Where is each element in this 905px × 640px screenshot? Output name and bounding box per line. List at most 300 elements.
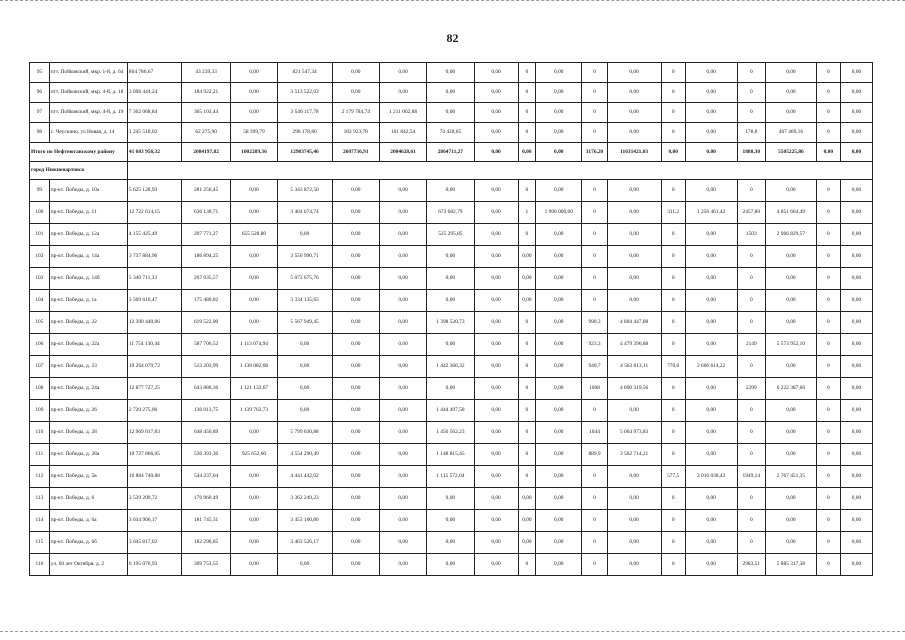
- value-cell: 175 480,82: [181, 290, 231, 312]
- value-cell: 0,00: [607, 532, 661, 554]
- value-cell: 58 399,79: [231, 123, 277, 143]
- value-cell: 0,00: [840, 246, 872, 268]
- value-cell: 0: [816, 466, 840, 488]
- value-cell: 0: [518, 378, 536, 400]
- row-number: 109: [30, 400, 50, 422]
- value-cell: 6 222 387,66: [766, 378, 817, 400]
- value-cell: 5 567 949,45: [277, 312, 332, 334]
- value-cell: 940,7: [582, 356, 607, 378]
- value-cell: 0: [737, 444, 766, 466]
- address-cell: пр-кт. Победы, д. 1а: [49, 290, 127, 312]
- value-cell: 5 340 711,33: [127, 268, 181, 290]
- value-cell: 1008: [582, 378, 607, 400]
- value-cell: 0: [661, 180, 685, 202]
- value-cell: 10 884 740,88: [127, 466, 181, 488]
- subtotal-cell: 2607736,91: [332, 143, 379, 162]
- value-cell: 0,00: [685, 123, 737, 143]
- value-cell: 0,00: [474, 123, 518, 143]
- value-cell: 12 722 614,15: [127, 202, 181, 224]
- value-cell: 0,00: [474, 312, 518, 334]
- page-number: 82: [446, 31, 459, 45]
- value-cell: 0: [582, 224, 607, 246]
- value-cell: 0: [582, 532, 607, 554]
- address-cell: пр-кт. Победы, д. 23: [49, 356, 127, 378]
- value-cell: 1 211 062,88: [379, 103, 426, 123]
- value-cell: 0,00: [840, 103, 872, 123]
- value-cell: 0,00: [840, 378, 872, 400]
- value-cell: 648 450,89: [181, 422, 231, 444]
- value-cell: 0,00: [379, 180, 426, 202]
- address-cell: пгт. Пойковский, мкр. 4-й, д. 19: [49, 103, 127, 123]
- value-cell: 643 886,36: [181, 378, 231, 400]
- value-cell: 0: [582, 268, 607, 290]
- table-row: [30, 83, 873, 103]
- value-cell: 0,00: [332, 532, 379, 554]
- value-cell: 0,00: [685, 180, 737, 202]
- value-cell: 0,00: [474, 510, 518, 532]
- value-cell: 587 706,52: [181, 334, 231, 356]
- value-cell: 0,00: [231, 488, 277, 510]
- value-cell: 0: [661, 83, 685, 103]
- value-cell: 0: [661, 554, 685, 576]
- value-cell: 1 115 572,04: [427, 466, 474, 488]
- value-cell: 267 035,57: [181, 268, 231, 290]
- value-cell: 3 634 906,17: [127, 510, 181, 532]
- value-cell: 0,00: [766, 103, 817, 123]
- value-cell: 0,00: [332, 466, 379, 488]
- row-number: 107: [30, 356, 50, 378]
- row-number: 108: [30, 378, 50, 400]
- address-cell: пр-кт. Победы, д. 28: [49, 422, 127, 444]
- value-cell: 0,00: [474, 63, 518, 83]
- value-cell: 0,00: [685, 422, 737, 444]
- value-cell: 513 203,99: [181, 356, 231, 378]
- row-number: 103: [30, 268, 50, 290]
- value-cell: 3 509 616,47: [127, 290, 181, 312]
- value-cell: 0: [661, 422, 685, 444]
- subtotal-label: Итого по Нефтеюганскому району: [30, 143, 128, 162]
- value-cell: 0: [816, 180, 840, 202]
- value-cell: 0,00: [685, 334, 737, 356]
- value-cell: 0,00: [332, 334, 379, 356]
- value-cell: 0,00: [379, 466, 426, 488]
- row-number: 104: [30, 290, 50, 312]
- value-cell: 0: [816, 202, 840, 224]
- value-cell: 0,00: [685, 532, 737, 554]
- value-cell: 0,00: [474, 532, 518, 554]
- value-cell: 0,00: [766, 356, 817, 378]
- value-cell: 0,00: [332, 202, 379, 224]
- value-cell: 0: [816, 103, 840, 123]
- value-cell: 0,00: [685, 312, 737, 334]
- value-cell: 0,00: [231, 290, 277, 312]
- value-cell: 0,00: [607, 224, 661, 246]
- value-cell: 0,00: [536, 83, 582, 103]
- value-cell: 0,00: [474, 268, 518, 290]
- value-cell: 0: [816, 63, 840, 83]
- value-cell: 0,00: [607, 180, 661, 202]
- value-cell: 0,00: [474, 422, 518, 444]
- value-cell: 0,00: [536, 290, 582, 312]
- value-cell: 0: [518, 312, 536, 334]
- value-cell: 0,00: [427, 103, 474, 123]
- value-cell: 2 179 784,74: [332, 103, 379, 123]
- value-cell: 0,00: [840, 466, 872, 488]
- value-cell: 0,00: [766, 444, 817, 466]
- value-cell: 655 528,80: [231, 224, 277, 246]
- table-row: [30, 268, 873, 290]
- value-cell: 0,00: [427, 378, 474, 400]
- value-cell: 0: [582, 246, 607, 268]
- value-cell: 0: [518, 422, 536, 444]
- table-row: [30, 123, 873, 143]
- value-cell: 0,00: [379, 312, 426, 334]
- value-cell: 0,00: [607, 202, 661, 224]
- value-cell: 0,00: [427, 334, 474, 356]
- value-cell: 0,00: [231, 532, 277, 554]
- address-cell: пр-кт. Победы, д. 6: [49, 488, 127, 510]
- value-cell: 182 290,85: [181, 532, 231, 554]
- value-cell: 0: [816, 532, 840, 554]
- value-cell: 298 178,80: [277, 123, 332, 143]
- value-cell: 0,00: [840, 63, 872, 83]
- value-cell: 0,00: [332, 312, 379, 334]
- value-cell: 0,00: [607, 268, 661, 290]
- value-cell: 3 463 526,17: [277, 532, 332, 554]
- value-cell: 184 922,21: [181, 83, 231, 103]
- value-cell: 673 682,79: [427, 202, 474, 224]
- value-cell: 0: [816, 444, 840, 466]
- address-cell: пр-кт. Победы, д. 10а: [49, 180, 127, 202]
- table-row: [30, 422, 873, 444]
- value-cell: 544 237,04: [181, 466, 231, 488]
- value-cell: 0,00: [536, 488, 582, 510]
- value-cell: 0: [518, 334, 536, 356]
- value-cell: 0: [737, 83, 766, 103]
- value-cell: 1 139 763,73: [231, 400, 277, 422]
- address-cell: пр-кт. Победы, д. 22: [49, 312, 127, 334]
- value-cell: 0: [737, 532, 766, 554]
- value-cell: 0,00: [231, 202, 277, 224]
- value-cell: 0,00: [840, 290, 872, 312]
- value-cell: 0: [737, 510, 766, 532]
- value-cell: 0: [518, 83, 536, 103]
- value-cell: 2149: [737, 334, 766, 356]
- table-row: [30, 334, 873, 356]
- value-cell: 182 923,78: [332, 123, 379, 143]
- value-cell: 1 148 815,45: [427, 444, 474, 466]
- value-cell: 0,00: [277, 554, 332, 576]
- value-cell: 0,00: [840, 510, 872, 532]
- value-cell: 0,00: [379, 83, 426, 103]
- value-cell: 0,00: [766, 400, 817, 422]
- value-cell: 577,5: [661, 466, 685, 488]
- address-cell: пр-кт. Победы, д. 12а: [49, 224, 127, 246]
- value-cell: 0,00: [379, 246, 426, 268]
- subtotal-cell: 1002289,36: [231, 143, 277, 162]
- table-row: [30, 202, 873, 224]
- value-cell: 0,00: [474, 444, 518, 466]
- value-cell: 0: [737, 63, 766, 83]
- value-cell: 1 113 074,94: [231, 334, 277, 356]
- value-cell: 0,00: [840, 422, 872, 444]
- value-cell: 4 155 425,49: [127, 224, 181, 246]
- value-cell: 1503: [737, 224, 766, 246]
- value-cell: 0,00: [607, 290, 661, 312]
- value-cell: 0: [582, 510, 607, 532]
- value-cell: 0: [816, 488, 840, 510]
- value-cell: 0,00: [685, 378, 737, 400]
- value-cell: 0,00: [277, 356, 332, 378]
- value-cell: 0: [518, 466, 536, 488]
- value-cell: 0,00: [379, 268, 426, 290]
- address-cell: пр-кт. Победы, д. 24а: [49, 378, 127, 400]
- value-cell: 136 013,75: [181, 400, 231, 422]
- value-cell: 0,00: [379, 510, 426, 532]
- value-cell: 0,00: [277, 378, 332, 400]
- value-cell: 0,00: [332, 510, 379, 532]
- value-cell: 4 441 442,02: [277, 466, 332, 488]
- value-cell: 0,00: [379, 532, 426, 554]
- row-number: 95: [30, 63, 50, 83]
- address-cell: пгт. Пойковский, мкр. 4-й, д. 18: [49, 83, 127, 103]
- value-cell: 0,00: [332, 83, 379, 103]
- value-cell: 889,9: [582, 444, 607, 466]
- value-cell: 4 479 396,88: [607, 334, 661, 356]
- value-cell: 3 362 249,23: [277, 488, 332, 510]
- value-cell: 101 842,54: [379, 123, 426, 143]
- value-cell: 0,00: [231, 246, 277, 268]
- value-cell: 0,00: [536, 466, 582, 488]
- value-cell: 3 546 117,78: [277, 103, 332, 123]
- subtotal-cell: 2084197,82: [181, 143, 231, 162]
- value-cell: 0,00: [332, 444, 379, 466]
- value-cell: 2 016 038,43: [685, 466, 737, 488]
- value-cell: 0: [582, 63, 607, 83]
- value-cell: 1044: [582, 422, 607, 444]
- address-cell: пр-кт. Победы, д. 5в: [49, 466, 127, 488]
- value-cell: 0,00: [536, 268, 582, 290]
- row-number: 111: [30, 444, 50, 466]
- value-cell: 0,00: [474, 466, 518, 488]
- value-cell: 0: [661, 510, 685, 532]
- table-row: [30, 532, 873, 554]
- table-row: [30, 103, 873, 123]
- value-cell: 0,00: [474, 488, 518, 510]
- value-cell: 3 562 714,21: [607, 444, 661, 466]
- value-cell: 0: [518, 554, 536, 576]
- value-cell: 0,00: [840, 123, 872, 143]
- address-cell: пр-кт. Победы, д. 11: [49, 202, 127, 224]
- value-cell: 0,00: [518, 532, 536, 554]
- address-cell: пр-кт. Победы, д. 26: [49, 400, 127, 422]
- table-row: [30, 466, 873, 488]
- value-cell: 0: [582, 488, 607, 510]
- value-cell: 0,00: [474, 356, 518, 378]
- value-cell: 6 195 070,93: [127, 554, 181, 576]
- subtotal-cell: 0,00: [661, 143, 685, 162]
- value-cell: 0: [816, 123, 840, 143]
- value-cell: 0: [816, 356, 840, 378]
- value-cell: 0,00: [332, 180, 379, 202]
- subtotal-cell: 12983745,46: [277, 143, 332, 162]
- subtotal-cell: 41 683 956,32: [127, 143, 181, 162]
- row-number: 114: [30, 510, 50, 532]
- row-number: 98: [30, 123, 50, 143]
- value-cell: 2 606 614,22: [685, 356, 737, 378]
- value-cell: 43 239,33: [181, 63, 231, 83]
- value-cell: 0,00: [231, 83, 277, 103]
- value-cell: 3 539 209,72: [127, 488, 181, 510]
- value-cell: 4 890 319,56: [607, 378, 661, 400]
- value-cell: 3 550 990,71: [277, 246, 332, 268]
- value-cell: 0,00: [474, 224, 518, 246]
- address-cell: пр-кт. Победы, д. 28а: [49, 444, 127, 466]
- value-cell: 864 786,67: [127, 63, 181, 83]
- value-cell: 365 103,44: [181, 103, 231, 123]
- value-cell: 5 799 030,88: [277, 422, 332, 444]
- value-cell: 0,00: [332, 356, 379, 378]
- value-cell: 0: [518, 63, 536, 83]
- table-row: [30, 554, 873, 576]
- value-cell: 3 404 674,74: [277, 202, 332, 224]
- value-cell: 1 442 366,32: [427, 356, 474, 378]
- value-cell: 4 851 664,49: [766, 202, 817, 224]
- value-cell: 0,00: [536, 123, 582, 143]
- value-cell: 0: [816, 224, 840, 246]
- value-cell: 0,00: [766, 532, 817, 554]
- subtotal-cell: 0,00: [685, 143, 737, 162]
- value-cell: 0: [661, 400, 685, 422]
- value-cell: 74 428,05: [427, 123, 474, 143]
- value-cell: 1 444 497,58: [427, 400, 474, 422]
- value-cell: 0,00: [427, 554, 474, 576]
- value-cell: 925 652,60: [231, 444, 277, 466]
- value-cell: 0,00: [685, 290, 737, 312]
- address-cell: с. Чеускино, ул Новая, д. 14: [49, 123, 127, 143]
- value-cell: 0,00: [685, 103, 737, 123]
- value-cell: 0,00: [607, 400, 661, 422]
- value-cell: 12 969 017,83: [127, 422, 181, 444]
- subtotal-block: [30, 143, 873, 180]
- value-cell: 0,00: [332, 378, 379, 400]
- value-cell: 0,00: [840, 312, 872, 334]
- value-cell: 0,00: [379, 378, 426, 400]
- value-cell: 176 960,49: [181, 488, 231, 510]
- value-cell: 0,00: [332, 400, 379, 422]
- value-cell: 0,00: [518, 510, 536, 532]
- value-cell: 5 343 872,50: [277, 180, 332, 202]
- value-cell: 0,00: [536, 356, 582, 378]
- value-cell: 0: [816, 400, 840, 422]
- value-cell: 281 256,45: [181, 180, 231, 202]
- value-cell: 10 727 866,05: [127, 444, 181, 466]
- row-number: 116: [30, 554, 50, 576]
- value-cell: 0,00: [518, 246, 536, 268]
- value-cell: 0,00: [536, 554, 582, 576]
- value-cell: 0: [816, 246, 840, 268]
- value-cell: 0,00: [474, 246, 518, 268]
- value-cell: 0,00: [231, 63, 277, 83]
- value-cell: 0,00: [685, 246, 737, 268]
- value-cell: 0,00: [427, 180, 474, 202]
- value-cell: 0,00: [536, 312, 582, 334]
- value-cell: 0,00: [474, 378, 518, 400]
- subtotal-row: [30, 143, 873, 162]
- subtotal-cell: 0,00: [536, 143, 582, 162]
- value-cell: 0,00: [766, 180, 817, 202]
- row-number: 102: [30, 246, 50, 268]
- value-cell: 0,00: [332, 488, 379, 510]
- value-cell: 0: [816, 312, 840, 334]
- value-cell: 0: [816, 334, 840, 356]
- value-cell: 0,00: [231, 103, 277, 123]
- value-cell: 0,00: [536, 378, 582, 400]
- value-cell: 821 547,34: [277, 63, 332, 83]
- value-cell: 770,6: [661, 356, 685, 378]
- value-cell: 0: [661, 488, 685, 510]
- value-cell: 0,00: [840, 554, 872, 576]
- value-cell: 0,00: [277, 400, 332, 422]
- value-cell: 5 573 952,10: [766, 334, 817, 356]
- value-cell: 0,00: [766, 510, 817, 532]
- table-row: [30, 378, 873, 400]
- value-cell: 0,00: [607, 466, 661, 488]
- table-row: [30, 444, 873, 466]
- value-cell: 0,00: [231, 422, 277, 444]
- value-cell: 0,00: [536, 224, 582, 246]
- value-cell: 0,00: [685, 510, 737, 532]
- value-cell: 2399: [737, 378, 766, 400]
- value-cell: 0: [518, 356, 536, 378]
- value-cell: 0,00: [536, 246, 582, 268]
- value-cell: 5 625 128,93: [127, 180, 181, 202]
- value-cell: 0,00: [766, 290, 817, 312]
- value-cell: 0,00: [379, 444, 426, 466]
- value-cell: 0,00: [332, 246, 379, 268]
- value-cell: 0,00: [607, 246, 661, 268]
- value-cell: 0: [661, 63, 685, 83]
- value-cell: 0,00: [766, 268, 817, 290]
- value-cell: 0,00: [607, 83, 661, 103]
- value-cell: 0,00: [536, 103, 582, 123]
- value-cell: 5 073 675,76: [277, 268, 332, 290]
- value-cell: 0,00: [840, 532, 872, 554]
- row-number: 115: [30, 532, 50, 554]
- value-cell: 0: [661, 444, 685, 466]
- value-cell: 1 900 000,00: [536, 202, 582, 224]
- value-cell: 0,00: [231, 180, 277, 202]
- value-cell: 3 453 160,86: [277, 510, 332, 532]
- value-cell: 0,00: [474, 554, 518, 576]
- value-cell: 7 302 068,84: [127, 103, 181, 123]
- value-cell: 3 698 444,24: [127, 83, 181, 103]
- value-cell: 0: [661, 246, 685, 268]
- value-cell: 0: [518, 103, 536, 123]
- value-cell: 0,00: [840, 202, 872, 224]
- subtotal-cell: 0,00: [840, 143, 872, 162]
- value-cell: 1 121 133,67: [231, 378, 277, 400]
- value-cell: 4 563 813,11: [607, 356, 661, 378]
- value-cell: 0: [582, 202, 607, 224]
- value-cell: 0: [661, 123, 685, 143]
- table-row: [30, 246, 873, 268]
- value-cell: 536 393,30: [181, 444, 231, 466]
- value-cell: 0: [737, 312, 766, 334]
- subtotal-cell: 5505225,86: [766, 143, 817, 162]
- value-cell: 0,00: [332, 63, 379, 83]
- subtotal-cell: 0,00: [816, 143, 840, 162]
